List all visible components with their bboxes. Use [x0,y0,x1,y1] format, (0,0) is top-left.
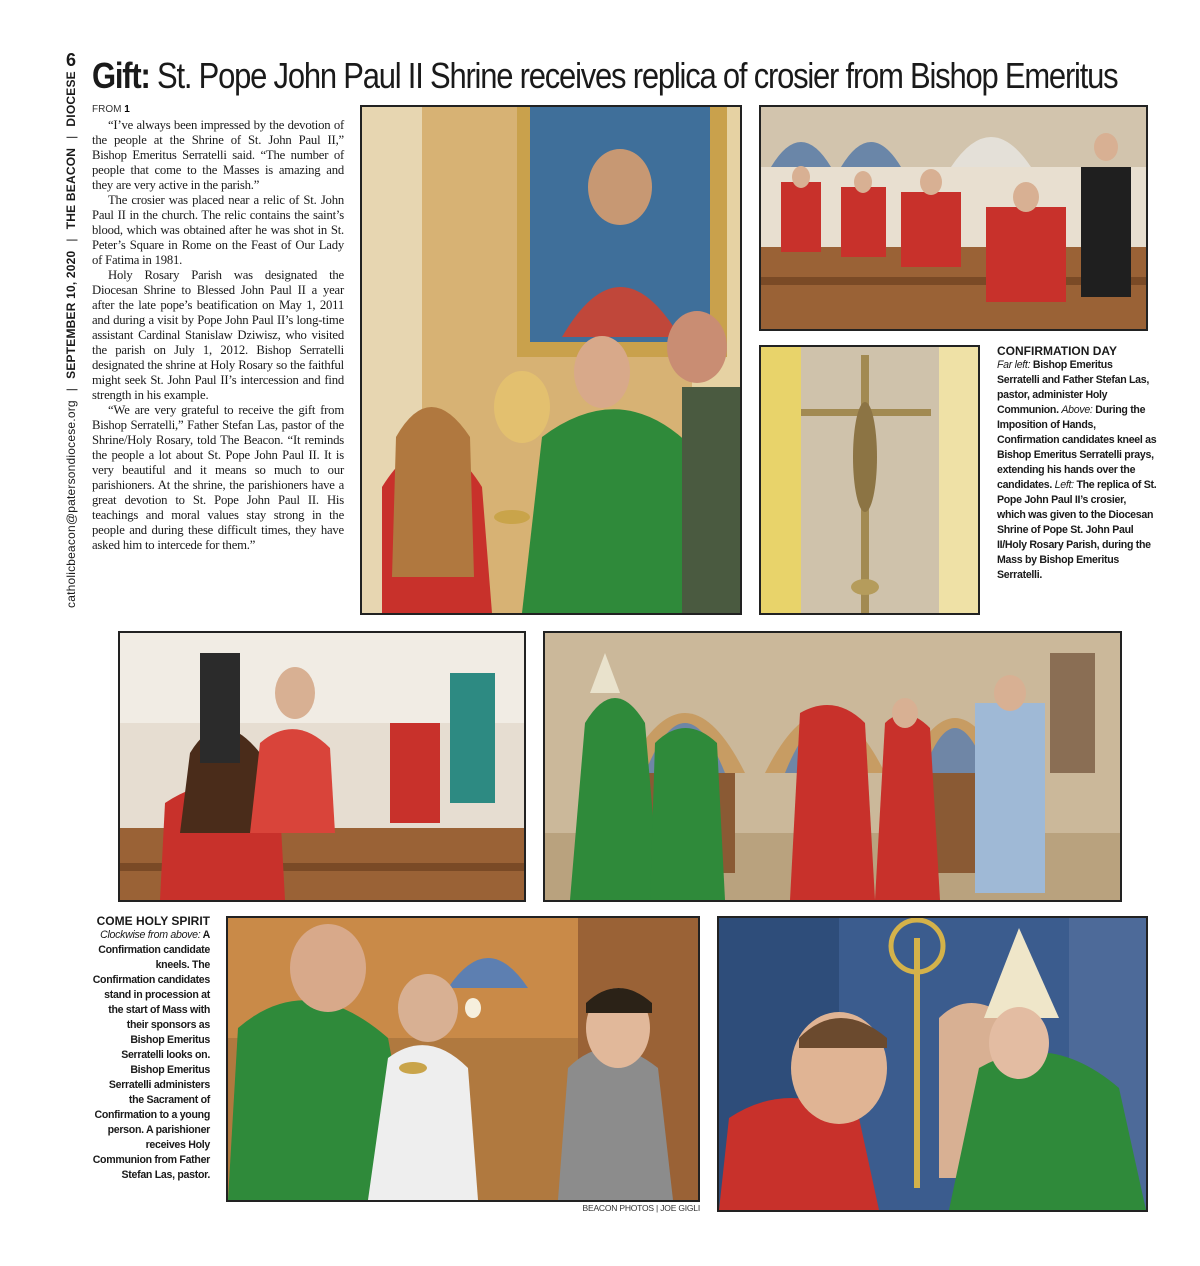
caption-body: Clockwise from above: A Confirmation candidate kneels. The Confirmation candidates stand in procession at the start of Mass with their sponsors as Bishop Emeritus Serratelli looks on. Bishop Emeritus Serratelli administers the Sacrament of Confirmation to a young person. A parishioner receives Holy Communion from Father Stefan Las, pastor. [92,929,210,1181]
folio-strip: catholicbeacon@patersondiocese.org | SEPTEMBER 10, 2020 | THE BEACON | DIOCESE [64,71,78,608]
caption-heading: CONFIRMATION DAY [997,344,1117,358]
photo-imposition-of-hands-image [761,107,1146,329]
photo-communion-father-las [226,916,700,1202]
paragraph: The crosier was placed near a relic of St. John Paul II in the church. The relic contains the saint’s blood, which was obtained after he was shot in St. Peter’s Square in Rome on the Feast of Our Lady of Fatima in 1981. [92,193,344,267]
headline-kicker: Gift: [92,55,150,96]
page-number: 6 [65,50,76,70]
photo-candidate-kneels-image [120,633,524,900]
paragraph: “I’ve always been impressed by the devotion of the people at the Shrine of St. John Paul II,” Bishop Emeritus Serratelli said. “The number of people that come to the Masses is amazing and they are very active in the parish.” [92,118,344,192]
photo-holy-communion-image [362,107,740,613]
folio-date: SEPTEMBER 10, 2020 [64,250,78,379]
photo-candidate-kneels [118,631,526,902]
photo-imposition-of-hands [759,105,1148,331]
headline-title: St. Pope John Paul II Shrine receives replica of crosier from Bishop Emeritus [157,55,1118,96]
photo-communion-father-las-image [228,918,698,1200]
paragraph: “We are very grateful to receive the gift from Bishop Serratelli,” Father Stefan Las, pastor of the Shrine/Holy Rosary, told The Beacon. “It reminds the people a lot about St. Pope John Paul II. It is very beautiful and it means so much to our parishioners. At the shrine, the parishioners have a great devotion to St. Pope John Paul II. His teachings and moral values stay strong in the people and during these difficult times, they have asked him to intercede for them.” [92,403,344,552]
caption-heading: COME HOLY SPIRIT [96,914,210,928]
caption-confirmation-day [997,344,1157,583]
headline [92,52,1118,102]
photo-crosier-replica-image [761,347,978,613]
photo-crosier-replica [759,345,980,615]
photo-sacrament-confirmation [717,916,1148,1212]
photo-sacrament-confirmation-image [719,918,1146,1210]
continued-from-page: 1 [124,104,130,115]
photo-holy-communion [360,105,742,615]
article-body [92,104,344,553]
photo-procession [543,631,1122,902]
paragraph: Holy Rosary Parish was designated the Diocesan Shrine to Blessed John Paul II a year after the late pope’s beatification on May 1, 2011 and during a visit by Pope John Paul II’s long-time assistant Cardinal Stanislaw Dziwisz, who visited the parish on July 1, 2012. Bishop Serratelli designated the shrine at Holy Rosary so the faithful might seek St. John Paul II’s intercession and find strength in his example. [92,268,344,402]
folio-paper: THE BEACON [64,147,78,230]
caption-come-holy-spirit [92,914,210,1183]
caption-body: Far left: Bishop Emeritus Serratelli and Father Stefan Las, pastor, administer Holy Communion. Above: During the Imposition of Hands, Confirmation candidates kneel as Bishop Emeritus Serratelli prays, extending his hands over the candidates. Left: The replica of St. Pope John Paul II’s crosier, which was given to the Diocesan Shrine of Pope St. John Paul II/Holy Rosary Parish, during the Mass by Bishop Emeritus Serratelli. [997,359,1157,581]
folio-website: catholicbeacon@patersondiocese.org [64,400,78,608]
folio-section: DIOCESE [64,71,78,127]
photo-procession-image [545,633,1120,900]
photo-credit: BEACON PHOTOS | JOE GIGLI [582,1203,700,1213]
continued-from: FROM 1 [92,104,130,115]
